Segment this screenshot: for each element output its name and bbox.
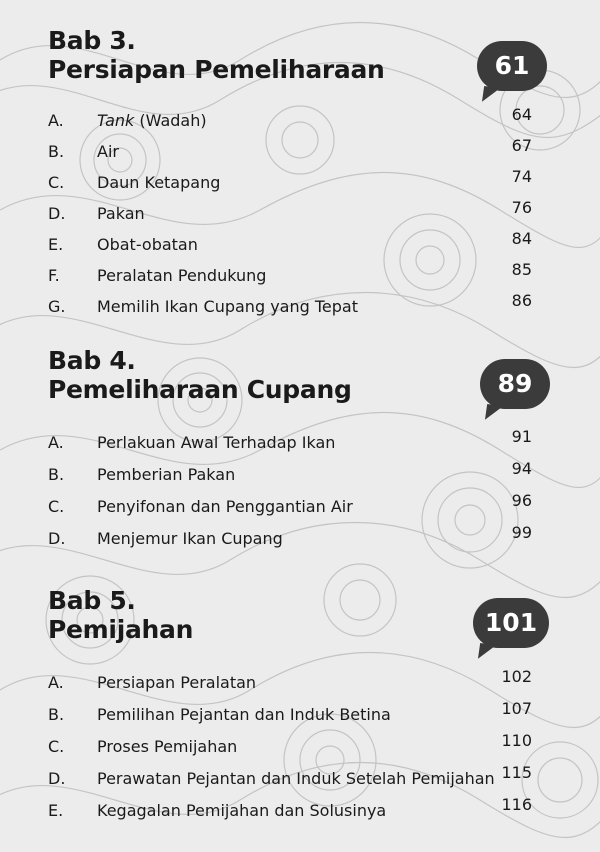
entry-page: 96 bbox=[511, 491, 532, 510]
entry-letter: G. bbox=[48, 297, 66, 316]
toc-entry[interactable] bbox=[0, 427, 600, 456]
entry-letter: A. bbox=[48, 673, 64, 692]
toc-entry[interactable] bbox=[0, 795, 600, 824]
entry-page: 99 bbox=[511, 523, 532, 542]
chapter-number: Bab 4. bbox=[48, 346, 136, 375]
entry-title: Kegagalan Pemijahan dan Solusinya bbox=[97, 801, 387, 820]
entry-page: 94 bbox=[511, 459, 532, 478]
toc-entry[interactable] bbox=[0, 291, 600, 320]
entry-title: Daun Ketapang bbox=[97, 173, 221, 192]
chapter-page-badge: 61 bbox=[477, 41, 547, 91]
entry-page: 64 bbox=[511, 105, 532, 124]
entry-letter: F. bbox=[48, 266, 60, 285]
entry-title: Memilih Ikan Cupang yang Tepat bbox=[97, 297, 358, 316]
toc-entry[interactable] bbox=[0, 699, 600, 728]
toc-entry[interactable] bbox=[0, 459, 600, 488]
entry-letter: A. bbox=[48, 433, 64, 452]
entry-title: Proses Pemijahan bbox=[97, 737, 238, 756]
entry-title: Persiapan Peralatan bbox=[97, 673, 257, 692]
toc-entry[interactable] bbox=[0, 167, 600, 196]
chapter-number: Bab 5. bbox=[48, 586, 136, 615]
chapter-page-badge: 101 bbox=[473, 598, 549, 648]
entry-title: Pakan bbox=[97, 204, 145, 223]
entry-letter: B. bbox=[48, 705, 65, 724]
entry-title: Pemilihan Pejantan dan Induk Betina bbox=[97, 705, 391, 724]
entry-title: Peralatan Pendukung bbox=[97, 266, 267, 285]
entry-title-rest: (Wadah) bbox=[134, 111, 207, 130]
chapter-title: Pemeliharaan Cupang bbox=[48, 375, 352, 404]
chapter-title: Persiapan Pemeliharaan bbox=[48, 55, 385, 84]
toc-entry[interactable] bbox=[0, 260, 600, 289]
entry-page: 67 bbox=[511, 136, 532, 155]
entry-page: 85 bbox=[511, 260, 532, 279]
entry-letter: B. bbox=[48, 142, 65, 161]
entry-page: 102 bbox=[501, 667, 532, 686]
entry-title: Perlakuan Awal Terhadap Ikan bbox=[97, 433, 336, 452]
entry-letter: D. bbox=[48, 769, 66, 788]
toc-entry[interactable] bbox=[0, 763, 600, 792]
entry-page: 76 bbox=[511, 198, 532, 217]
entry-page: 74 bbox=[511, 167, 532, 186]
entry-title: Menjemur Ikan Cupang bbox=[97, 529, 283, 548]
entry-title: Penyifonan dan Penggantian Air bbox=[97, 497, 353, 516]
entry-letter: E. bbox=[48, 801, 64, 820]
entry-page: 107 bbox=[501, 699, 532, 718]
toc-entry[interactable] bbox=[0, 667, 600, 696]
entry-letter: D. bbox=[48, 204, 66, 223]
entry-letter: E. bbox=[48, 235, 64, 254]
toc-entry[interactable] bbox=[0, 523, 600, 552]
chapter-title: Pemijahan bbox=[48, 615, 194, 644]
entry-letter: B. bbox=[48, 465, 65, 484]
entry-page: 115 bbox=[501, 763, 532, 782]
entry-page: 84 bbox=[511, 229, 532, 248]
toc-entry[interactable] bbox=[0, 491, 600, 520]
chapter-page-badge: 89 bbox=[480, 359, 550, 409]
chapter-number: Bab 3. bbox=[48, 26, 136, 55]
entry-letter: C. bbox=[48, 737, 65, 756]
entry-letter: D. bbox=[48, 529, 66, 548]
entry-letter: C. bbox=[48, 497, 65, 516]
entry-title-italic: Tank bbox=[97, 111, 135, 130]
entry-title: Obat-obatan bbox=[97, 235, 198, 254]
entry-page: 86 bbox=[511, 291, 532, 310]
toc-entry[interactable] bbox=[0, 198, 600, 227]
toc-entry[interactable] bbox=[0, 105, 600, 134]
entry-title: Perawatan Pejantan dan Induk Setelah Pemijahan bbox=[97, 769, 495, 788]
toc-entry[interactable] bbox=[0, 731, 600, 760]
entry-title: Pemberian Pakan bbox=[97, 465, 236, 484]
entry-page: 110 bbox=[501, 731, 532, 750]
toc-entry[interactable] bbox=[0, 229, 600, 258]
entry-letter: A. bbox=[48, 111, 64, 130]
toc-entry[interactable] bbox=[0, 136, 600, 165]
entry-letter: C. bbox=[48, 173, 65, 192]
entry-title bbox=[97, 110, 207, 132]
entry-page: 116 bbox=[501, 795, 532, 814]
entry-page: 91 bbox=[511, 427, 532, 446]
entry-title: Air bbox=[97, 142, 119, 161]
